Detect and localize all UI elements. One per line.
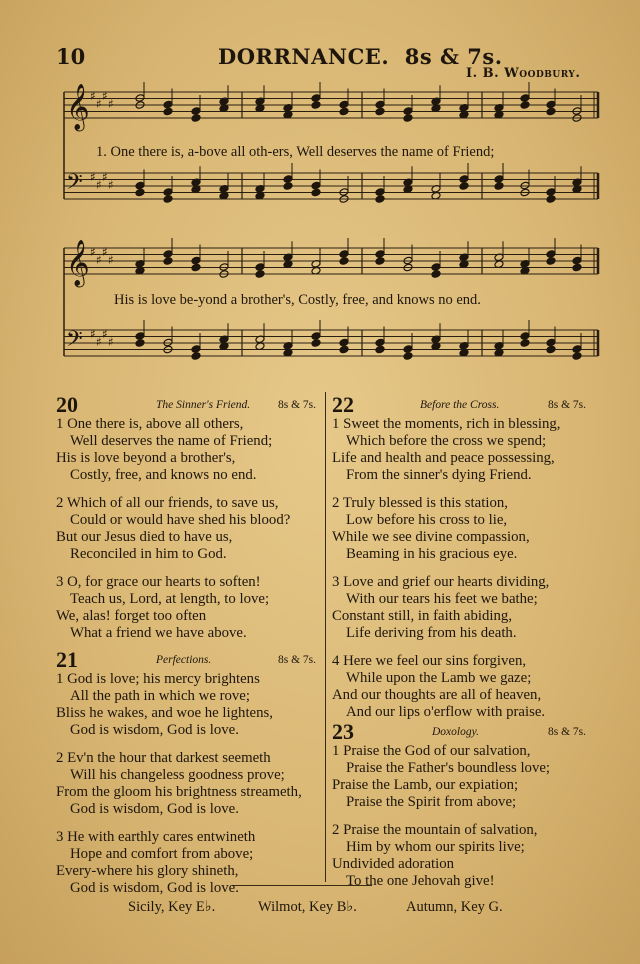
stanza-line: 2 Praise the mountain of salvation, [332, 822, 538, 838]
notehead [135, 94, 145, 103]
notehead [135, 332, 145, 341]
notehead [163, 338, 173, 347]
stanza-line: Reconciled in him to God. [70, 546, 227, 562]
stanza-line: Beaming in his gracious eye. [346, 546, 518, 562]
stanza-line: From the sinner's dying Friend. [346, 467, 532, 483]
stanza-line: With our tears his feet we bathe; [346, 591, 538, 607]
notehead [520, 339, 530, 348]
stanza-line: Life and health and peace possessing, [332, 450, 555, 466]
hymn-meter: 8s & 7s. [278, 399, 317, 411]
stanza-line: We, alas! forget too often [56, 608, 207, 624]
stanza [332, 416, 598, 484]
notehead [403, 107, 413, 116]
stanza-line: Life deriving from his death. [346, 625, 517, 641]
hymn-title: Before the Cross. [420, 399, 500, 411]
notehead [459, 175, 469, 184]
stanza-line: Well deserves the name of Friend; [70, 433, 273, 449]
notehead [311, 332, 321, 341]
notehead [546, 100, 556, 109]
stanza-line: To the one Jehovah give! [346, 873, 495, 889]
notehead [339, 345, 349, 354]
hymn-title: The Sinner's Friend. [156, 399, 251, 411]
stanza-line: Hope and comfort from above; [70, 846, 254, 862]
stanza-group [332, 416, 598, 721]
hymn-23 [332, 719, 598, 901]
notehead [339, 250, 349, 259]
notehead [431, 263, 441, 272]
sharp-sign: ♯ [90, 327, 96, 341]
stanza-line: 4 Here we feel our sins forgiven, [332, 653, 527, 669]
notehead [163, 195, 173, 204]
stanza-line: 3 Love and grief our hearts dividing, [332, 574, 550, 590]
notehead [520, 181, 530, 190]
bass-clef: 𝄢 [66, 327, 83, 357]
stanza [56, 750, 322, 818]
tune-title: DORRNANCE. 8s & 7s. [218, 44, 503, 69]
stanza-line: Bliss he wakes, and woe he lightens, [56, 705, 273, 721]
notehead [572, 352, 582, 361]
score-lyric-line-1: 1. One there is, a-bove all oth-ers, Well deserves the name of Friend; [96, 144, 495, 160]
stanza [332, 743, 598, 811]
notehead [494, 175, 504, 184]
column-divider [325, 392, 326, 882]
stanza-line: 2 Ev'n the hour that darkest seemeth [56, 750, 271, 766]
stanza-line: What a friend we have above. [70, 625, 247, 641]
notehead [546, 345, 556, 354]
notehead [572, 256, 582, 265]
stanza-line: 1 God is love; his mercy brightens [56, 671, 260, 687]
notehead [572, 345, 582, 354]
notehead [191, 352, 201, 361]
stanza [56, 829, 322, 897]
bass-clef: 𝄢 [66, 170, 83, 200]
notehead [339, 188, 349, 197]
notehead [546, 188, 556, 197]
stanza-line: And our lips o'erflow with praise. [346, 704, 546, 720]
treble-clef: 𝄞 [66, 240, 90, 286]
treble-clef: 𝄞 [66, 84, 90, 130]
sharp-sign: ♯ [102, 89, 108, 103]
stanza-line: All the path in which we rove; [70, 688, 250, 704]
notehead [163, 257, 173, 266]
sharp-sign: ♯ [96, 335, 102, 349]
notehead [339, 338, 349, 347]
stanza-line: But our Jesus died to have us, [56, 529, 233, 545]
hymn-title: Doxology. [432, 726, 479, 738]
notehead [311, 181, 321, 190]
stanza-group [332, 743, 598, 890]
sharp-sign: ♯ [102, 327, 108, 341]
notehead [375, 338, 385, 347]
footer-tune-1: Sicily, Key E♭. [128, 899, 216, 915]
sharp-sign: ♯ [108, 335, 114, 349]
stanza [56, 574, 322, 642]
notehead [494, 182, 504, 191]
notehead [163, 107, 173, 116]
stanza-line: God is wisdom, God is love. [70, 801, 239, 817]
notehead [339, 100, 349, 109]
sharp-sign: ♯ [102, 245, 108, 259]
notehead [546, 338, 556, 347]
sharp-sign: ♯ [96, 178, 102, 192]
composer-credit: I. B. Woodbury. [466, 66, 581, 81]
notehead [311, 188, 321, 197]
hymn-number: 21 [56, 647, 78, 672]
stanza-line: From the gloom his brightness streameth, [56, 784, 302, 800]
notehead [403, 114, 413, 123]
footer-tune-3: Autumn, Key G. [406, 899, 503, 915]
notehead [191, 114, 201, 123]
notehead [520, 94, 530, 103]
stanza [332, 574, 598, 642]
notehead [403, 256, 413, 265]
stanza [332, 822, 598, 890]
notehead [163, 100, 173, 109]
stanza [332, 495, 598, 563]
notehead [339, 107, 349, 116]
hymn-meter: 8s & 7s. [548, 399, 587, 411]
stanza-line: Praise the Spirit from above; [346, 794, 517, 810]
stanza-line: 1 One there is, above all others, [56, 416, 244, 432]
stanza-line: 3 He with earthly cares entwineth [56, 829, 256, 845]
notehead [572, 263, 582, 272]
notehead [255, 263, 265, 272]
notehead [403, 345, 413, 354]
notehead [375, 257, 385, 266]
notehead [191, 256, 201, 265]
stanza-line: 3 O, for grace our hearts to soften! [56, 574, 261, 590]
stanza-line: 1 Praise the God of our salvation, [332, 743, 531, 759]
notehead [375, 107, 385, 116]
stanza-line: And our thoughts are all of heaven, [332, 687, 542, 703]
hymn-meter: 8s & 7s. [548, 726, 587, 738]
notehead [163, 188, 173, 197]
hymn-20 [56, 392, 322, 653]
stanza-line: 2 Truly blessed is this station, [332, 495, 508, 511]
notehead [431, 270, 441, 279]
hymn-21 [56, 647, 322, 908]
notehead [163, 250, 173, 259]
stanza-line: Undivided adoration [332, 856, 455, 872]
sharp-sign: ♯ [90, 170, 96, 184]
sharp-sign: ♯ [90, 245, 96, 259]
stanza-line: Could or would have shed his blood? [70, 512, 291, 528]
notehead [375, 345, 385, 354]
hymn-number: 22 [332, 392, 354, 417]
notehead [403, 352, 413, 361]
notehead [375, 188, 385, 197]
sharp-sign: ♯ [96, 97, 102, 111]
footer-tune-2: Wilmot, Key B♭. [258, 899, 357, 915]
notehead [375, 250, 385, 259]
notehead [311, 101, 321, 110]
stanza-line: Him by whom our spirits live; [346, 839, 525, 855]
stanza-line: Which before the cross we spend; [346, 433, 547, 449]
notehead [135, 188, 145, 197]
stanza-line: Constant still, in faith abiding, [332, 608, 513, 624]
hymn-number: 23 [332, 719, 354, 744]
stanza-line: 2 Which of all our friends, to save us, [56, 495, 279, 511]
notehead [311, 94, 321, 103]
stanza-line: Praise the Lamb, our expiation; [332, 777, 519, 793]
sharp-sign: ♯ [108, 97, 114, 111]
stanza-line: God is wisdom, God is love. [70, 722, 239, 738]
notehead [283, 182, 293, 191]
stanza [56, 416, 322, 484]
stanza-group [56, 416, 322, 642]
notehead [191, 263, 201, 272]
stanza-line: Low before his cross to lie, [346, 512, 508, 528]
notehead [375, 100, 385, 109]
sharp-sign: ♯ [108, 253, 114, 267]
stanza [56, 495, 322, 563]
stanza-line: Praise the Father's boundless love; [346, 760, 551, 776]
notehead [546, 250, 556, 259]
stanza-line: 1 Sweet the moments, rich in blessing, [332, 416, 561, 432]
stanza-line: God is wisdom, God is love. [70, 880, 239, 896]
notehead [135, 181, 145, 190]
score-lyric-line-2: His is love be-yond a brother's, Costly, free, and knows no end. [114, 292, 481, 308]
hymn-title: Perfections. [156, 654, 212, 666]
notehead [255, 270, 265, 279]
hymn-meter: 8s & 7s. [278, 654, 317, 666]
sharp-sign: ♯ [102, 170, 108, 184]
sharp-sign: ♯ [90, 89, 96, 103]
music-score [0, 0, 640, 380]
notehead [572, 107, 582, 116]
stanza-group [56, 671, 322, 897]
notehead [546, 257, 556, 266]
sharp-sign: ♯ [108, 178, 114, 192]
notehead [546, 195, 556, 204]
notehead [375, 195, 385, 204]
notehead [459, 182, 469, 191]
notehead [219, 263, 229, 272]
stanza-line: Costly, free, and knows no end. [70, 467, 257, 483]
hymn-22 [332, 392, 598, 732]
stanza-line: While upon the Lamb we gaze; [346, 670, 532, 686]
notehead [191, 345, 201, 354]
notehead [283, 175, 293, 184]
stanza [332, 653, 598, 721]
notehead [520, 101, 530, 110]
notehead [191, 107, 201, 116]
stanza-line: Teach us, Lord, at length, to love; [70, 591, 270, 607]
page-number: 10 [56, 44, 86, 69]
stanza-line: While we see divine compassion, [332, 529, 530, 545]
stanza-line: His is love beyond a brother's, [56, 450, 236, 466]
notehead [339, 257, 349, 266]
stanza-line: Every-where his glory shineth, [56, 863, 239, 879]
stanza [56, 671, 322, 739]
sharp-sign: ♯ [96, 253, 102, 267]
notehead [311, 339, 321, 348]
hymn-number: 20 [56, 392, 78, 417]
notehead [135, 339, 145, 348]
notehead [546, 107, 556, 116]
notehead [520, 332, 530, 341]
stanza-line: Will his changeless goodness prove; [70, 767, 285, 783]
